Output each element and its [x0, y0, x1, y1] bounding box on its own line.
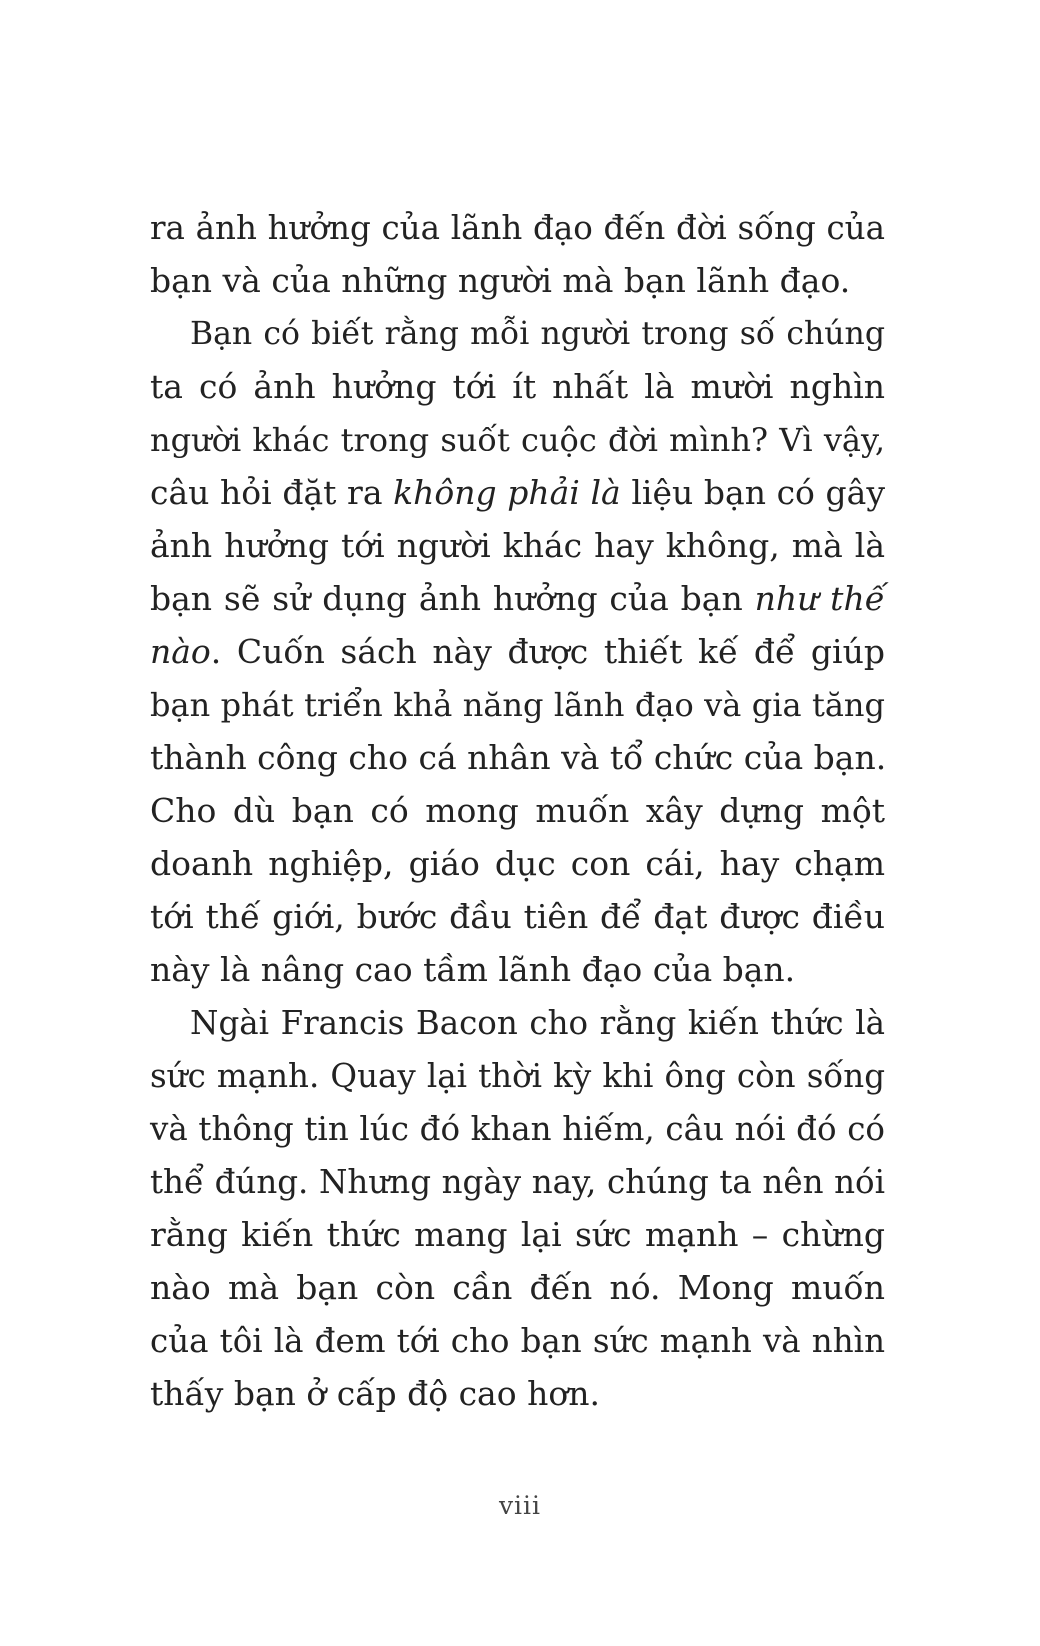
text-line: sức mạnh. Quay lại thời kỳ khi ông còn sống [150, 1057, 885, 1095]
text-line: nào mà bạn còn cần đến nó. Mong muốn [150, 1268, 885, 1307]
text-line: ảnh hưởng tới người khác hay không, mà là [150, 526, 885, 565]
text-line: doanh nghiệp, giáo dục con cái, hay chạm [150, 844, 885, 883]
text-line: bạn và của những người mà bạn lãnh đạo. [150, 261, 851, 300]
text-line: ra ảnh hưởng của lãnh đạo đến đời sống của [150, 209, 885, 247]
text-line: nào. Cuốn sách này được thiết kế để giúp [150, 632, 885, 671]
text-line: người khác trong suốt cuộc đời mình? Vì vậy, [150, 421, 885, 459]
text-line: rằng kiến thức mang lại sức mạnh – chừng [150, 1215, 885, 1254]
text-line: thấy bạn ở cấp độ cao hơn. [150, 1374, 600, 1413]
text-line: câu hỏi đặt ra không phải là liệu bạn có gây [150, 473, 885, 512]
emphasis-text: như thế [754, 579, 885, 618]
text-line: và thông tin lúc đó khan hiếm, câu nói đó có [150, 1110, 885, 1148]
paragraph-start-line: Ngài Francis Bacon cho rằng kiến thức là [190, 1004, 885, 1042]
text-line: bạn phát triển khả năng lãnh đạo và gia tăng [150, 686, 885, 724]
text-line: bạn sẽ sử dụng ảnh hưởng của bạn như thế [150, 579, 885, 618]
emphasis-text: không phải là [393, 473, 621, 512]
text-line: tới thế giới, bước đầu tiên để đạt được điều [150, 897, 885, 936]
text-line: này là nâng cao tầm lãnh đạo của bạn. [150, 950, 796, 989]
text-line: thể đúng. Nhưng ngày nay, chúng ta nên nói [150, 1163, 885, 1201]
text-line: Cho dù bạn có mong muốn xây dựng một [150, 791, 885, 830]
emphasis-text: nào [150, 632, 211, 671]
text-line: của tôi là đem tới cho bạn sức mạnh và nhìn [150, 1322, 885, 1360]
paragraph-start-line: Bạn có biết rằng mỗi người trong số chúng [190, 316, 885, 352]
page-number: viii [498, 1491, 542, 1520]
text-line: ta có ảnh hưởng tới ít nhất là mười nghìn [150, 367, 885, 406]
text-line: thành công cho cá nhân và tổ chức của bạn. [150, 738, 887, 777]
